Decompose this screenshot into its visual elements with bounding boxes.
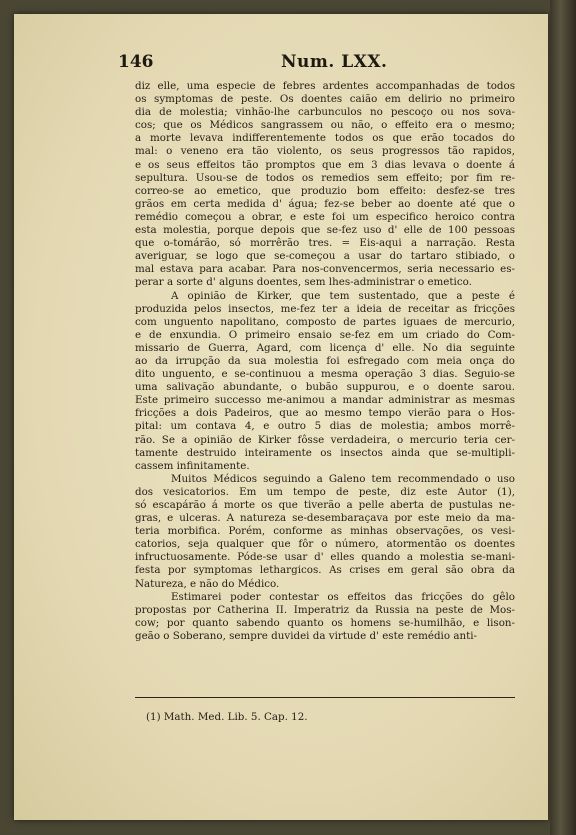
footnote-rule <box>135 697 515 698</box>
text-line: teria morbifica. Porém, conforme as minhas observações, os vesi- <box>135 525 515 538</box>
text-line: os symptomas de peste. Os doentes caião em delirio no primeiro <box>135 93 515 106</box>
text-line: diz elle, uma especie de febres ardentes accompanhadas de todos <box>135 80 515 92</box>
text-line: cos; que os Médicos sangrassem ou não, o effeito era o mesmo; <box>135 119 515 132</box>
text-line: mal estava para acabar. Para nos-convencermos, seria necessario es- <box>135 263 515 276</box>
text-line: fricções a dois Padeiros, que ao mesmo tempo vierão para o Hos- <box>135 407 515 420</box>
text-line: uma salivação abundante, o bubão suppurou, e o doente sarou. <box>135 381 515 394</box>
text-line: tamente destruido inteiramente os insectos ainda que se-multipli- <box>135 446 515 459</box>
text-line: propostas por Catherina II. Imperatriz da Russia na peste de Mos- <box>135 603 515 616</box>
text-line: a morte levava indifferentemente todos os que erão tocados do <box>135 132 515 145</box>
text-line: cassem infinitamente. <box>135 459 250 472</box>
book-edge <box>550 0 576 835</box>
text-line: remédio começou a obrar, e este foi um especifico heroico contra <box>135 210 515 223</box>
issue-title: Num. LXX. <box>281 52 388 72</box>
text-line: gras, e ulceras. A natureza se-desembaraçava por este meio da ma- <box>135 512 515 525</box>
text-line: ao da irrupção da sua molestia foi esfregado com meia onça do <box>135 354 515 367</box>
text-line: dito unguento, e se-continuou a mesma operação 3 dias. Seguio-se <box>135 368 515 381</box>
text-line: correo-se ao emetico, que produzio bom effeito: desfez-se tres <box>135 184 515 197</box>
text-line: Muitos Médicos seguindo a Galeno tem recommendado o uso <box>171 472 515 485</box>
footnote: (1) Math. Med. Lib. 5. Cap. 12. <box>146 711 308 723</box>
text-line: averiguar, se logo que se-começou a usar do tartaro stibiado, o <box>135 250 515 263</box>
text-line: e de enxundia. O primeiro ensaio se-fez em um criado do Com- <box>135 328 515 341</box>
text-line: mal: o veneno era tão violento, os seus progressos tão rapidos, <box>135 145 515 158</box>
text-line: grãos em certa medida d' água; fez-se beber ao doente até que o <box>135 197 515 210</box>
text-line: sepultura. Usou-se de todos os remedios sem effeito; por fim re- <box>135 171 515 184</box>
text-line: Este primeiro successo me-animou a mandar administrar as mesmas <box>135 394 515 407</box>
body-text <box>135 80 515 643</box>
text-line: e os seus effeitos tão promptos que em 3 dias levava o doente á <box>135 158 515 171</box>
text-line: esta molestia, porque depois que se-fez uso d' elle de 100 pessoas <box>135 224 515 237</box>
text-line: cow; por quanto sabendo quanto os homens se-humilhão, e lison- <box>135 616 515 629</box>
text-line: rão. Se a opinião de Kirker fôsse verdadeira, o mercurio teria cer- <box>135 433 515 446</box>
text-line: festa por symptomas lethargicos. As crises em geral são obra da <box>135 564 515 577</box>
text-line: catorios, seja qualquer que fôr o número, atormentão os doentes <box>135 538 515 551</box>
text-line: geão o Soberano, sempre duvidei da virtude d' este remédio anti- <box>135 629 478 642</box>
text-line: infructuosamente. Póde-se usar d' elles quando a molestia se-mani- <box>135 551 515 564</box>
text-line: Natureza, e não do Médico. <box>135 577 280 590</box>
text-line: dia de molestia; vinhão-lhe carbunculos no pescoço ou nos sova- <box>135 106 515 119</box>
text-line: missario de Guerra, Agard, com licença d' elle. No dia seguinte <box>135 341 515 354</box>
text-line: perar a sorte d' alguns doentes, sem lhes-administrar o emetico. <box>135 276 472 289</box>
text-line: pital: um contava 4, e outro 5 dias de molestia; ambos morrê- <box>135 420 515 433</box>
page-number: 146 <box>118 52 154 72</box>
text-line: dos vesicatorios. Em um tempo de peste, diz este Autor (1), <box>135 485 515 498</box>
running-header <box>118 52 518 78</box>
text-line: só escapárão á morte os que tiverão a pelle aberta de pustulas ne- <box>135 499 515 511</box>
text-line: A opinião de Kirker, que tem sustentado, que a peste é <box>171 289 515 302</box>
text-line: Estimarei poder contestar os effeitos das fricções do gêlo <box>171 590 515 603</box>
text-line: produzida pelos insectos, me-fez ter a ideia de receitar as fricções <box>135 302 515 315</box>
text-line: com unguento napolitano, composto de partes iguaes de mercurio, <box>135 315 515 328</box>
text-line: que o-tomárão, só morrêrão tres. = Eis-aqui a narração. Resta <box>135 237 515 250</box>
